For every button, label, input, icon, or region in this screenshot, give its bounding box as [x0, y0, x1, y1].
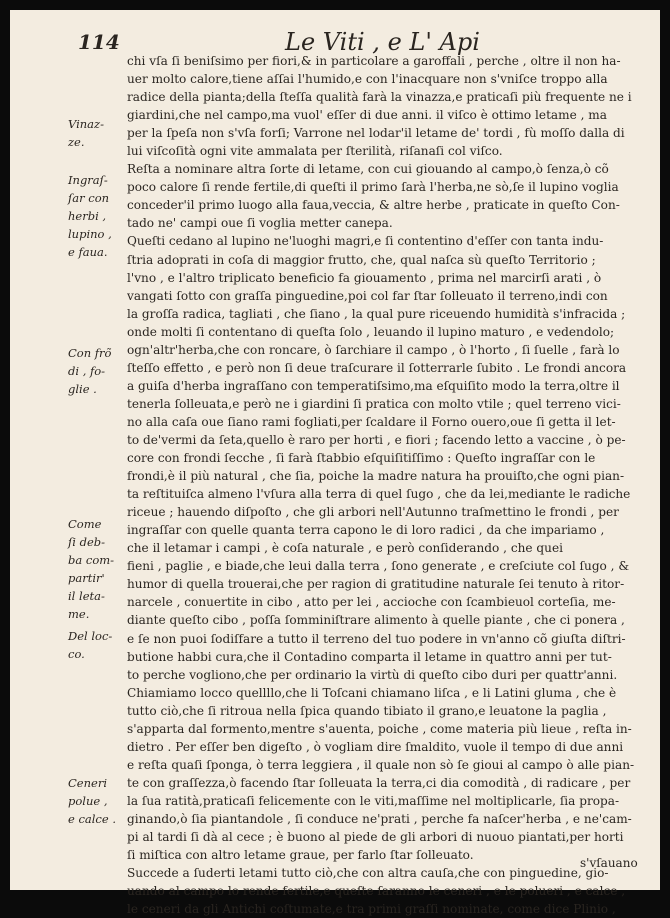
- text-line: humor di quella trouerai,che per ragion di gratitudine naturale ſei tenuto à ritor-: [127, 577, 625, 592]
- text-line: Succede a ſuderti letami tutto ciò,che con altra cauſa,che con pinguedine, gio-: [127, 866, 609, 881]
- text-line: poco calore ſi rende fertile,di queſti il primo ſarà l'herba,ne sò,ſe il lupino voglia: [127, 180, 619, 195]
- text-line: ſteſſo effetto , e però non ſi deue traſcurare il ſotterrarle ſubito . Le frondi ancora: [127, 360, 627, 375]
- text-line: ſi miſtica con altro letame graue, per farlo ſtar ſolleuato.: [127, 848, 474, 863]
- book-page: [10, 10, 660, 917]
- margin-note-line: Ceneri: [68, 776, 107, 790]
- text-line: l'vno , e l'altro triplicato beneficio fa giouamento , prima nel marcirſi arati , ò: [127, 270, 602, 285]
- text-line: giardini,che nel campo,ma vuol' eſſer di due anni. il viſco è ottimo letame , ma: [127, 108, 607, 123]
- text-line: la groſſa radica, tagliati , che ſiano , la qual pure riceuendo humidità s'infracida ;: [127, 306, 626, 321]
- margin-note-line: Come: [68, 517, 102, 531]
- margin-note-line: ſi deb-: [68, 535, 106, 549]
- text-line: lui viſcoſità ogni vite ammalata per ſterilità, riſanaſi col viſco.: [127, 144, 503, 159]
- text-line: no alla caſa oue ſiano rami fogliati,per ſcaldare il Forno ouero,oue ſi getta il let-: [127, 414, 616, 429]
- text-line: vangati ſotto con graſſa pinguedine,poi col far ſtar ſolleuato il terreno,indi con: [127, 288, 608, 303]
- margin-note-line: il leta-: [68, 589, 105, 603]
- text-line: Reſta a nominare altra ſorte di letame, con cui giouando al campo,ò ſenza,ò cõ: [127, 162, 609, 177]
- text-line: core con frondi ſecche , ſi farà ſtabbio eſquiſitiſſimo : Queſto ingraſſar con le: [127, 451, 596, 466]
- catchword: s'vſauano: [580, 856, 638, 870]
- text-line: e ſe non puoi ſodiſfare a tutto il terreno del tuo podere in vn'anno cõ giuſta diſtri-: [127, 631, 626, 646]
- margin-note-line: Vinaz-: [68, 117, 104, 131]
- margin-note-line: e calce .: [68, 812, 116, 826]
- page-number: 114: [78, 30, 120, 54]
- text-line: tutto ciò,che ſi ritroua nella ſpica quando tibiato il grano,e leuatone la paglia ,: [127, 703, 607, 718]
- text-line: ta reſtituiſca almeno l'vſura alla terra di quel ſugo , che da lei,mediante le radiche: [127, 487, 631, 502]
- text-line: uando al campo lo rende fertile,e queſte ſaranno le ceneri , e le polueri , e calce ,: [127, 884, 626, 899]
- margin-note-compartir: [68, 515, 126, 623]
- text-line: to de'vermi da ſeta,quello è raro per horti , e fiori ; facendo letto a vaccine , ò pe-: [127, 432, 626, 447]
- margin-note-line: di , fo-: [68, 364, 106, 378]
- text-line: ingraſſar con quelle quanta terra capono le di loro radici , da che impariamo ,: [127, 523, 605, 538]
- margin-note-frondi: [68, 344, 126, 398]
- margin-note-vinazze: [68, 115, 126, 151]
- text-line: to perche vogliono,che per ordinario la virtù di queſto cibo duri per quattr'anni.: [127, 667, 618, 682]
- text-line: ginando,ò ſia piantandole , ſi conduce ne'prati , perche fa naſcer'herba , e ne'cam-: [127, 811, 632, 826]
- margin-note-ceneri: [68, 774, 126, 828]
- margin-note-line: herbi ,: [68, 209, 107, 223]
- text-line: tado ne' campi oue ſi voglia metter canepa.: [127, 216, 393, 231]
- margin-note-line: co.: [68, 647, 85, 661]
- text-line: riceue ; hauendo diſpoſto , che gli arbori nell'Autunno traſmettino le frondi , per: [127, 505, 619, 520]
- text-line: tenerla ſolleuata,e però ne i giardini ſi pratica con molto vtile ; quel terreno vici-: [127, 396, 621, 411]
- margin-note-line: Ingraſ-: [68, 173, 108, 187]
- margin-note-line: partir': [68, 571, 105, 585]
- text-line: Queſti cedano al lupino ne'luoghi magri,e ſi contentino d'eſſer con tanta indu-: [127, 234, 604, 249]
- text-line: pi al tardi ſi dà al cece ; è buono al piede de gli arbori di nuouo piantati,per horti: [127, 830, 624, 845]
- margin-note-line: lupino ,: [68, 227, 112, 241]
- text-line: conceder'il primo luogo alla faua,veccia, & altre herbe , praticate in queſto Con-: [127, 198, 620, 213]
- text-line: Chiamiamo locco quellllo,che li Toſcani chiamano liſca , e li Latini gluma , che è: [127, 685, 617, 700]
- text-line: frondi,è il più natural , che ſia, poiche la madre natura ha prouiſto,che ogni pian-: [127, 469, 625, 484]
- text-line: le ceneri da gli Antichi coſtumate,e tra primi graſſi nominate, come dice Plinio ,: [127, 902, 616, 917]
- text-line: narcele , conuertite in cibo , atto per lei , accioche con ſcambieuol corteſia, me-: [127, 595, 616, 610]
- text-line: onde molti ſi contentano di queſta ſolo , leuando il lupino maturo , e vedendolo;: [127, 324, 615, 339]
- text-line: s'apparta dal formento,mentre s'auenta, poiche , come materia più lieue , reſta in-: [127, 721, 632, 736]
- margin-note-line: ze.: [68, 135, 85, 149]
- margin-note-locco: [68, 627, 126, 663]
- text-line: dietro . Per eſſer ben digeſto , ò vogliam dire ſmaldito, vuole il tempo di due anni: [127, 739, 624, 754]
- text-line: chi vſa ſi beniſsimo per fiori,& in particolare a garoffali , perche , oltre il non ha-: [127, 54, 621, 68]
- margin-note-line: ſar con: [68, 191, 110, 205]
- margin-note-ingrassar: [68, 171, 126, 261]
- text-line: ogn'altr'herba,che con roncare, ò ſarchiare il campo , ò l'horto , ſi ſuelle , farà lo: [127, 342, 620, 357]
- text-line: butione habbi cura,che il Contadino comparta il letame in quattro anni per tut-: [127, 649, 612, 664]
- text-line: te con graſſezza,ò facendo ſtar ſolleuata la terra,ci dia comodità , di radicare , per: [127, 775, 631, 790]
- margin-note-line: polue ,: [68, 794, 108, 808]
- text-line: per la ſpeſa non s'vſa forſi; Varrone nel lodar'il letame de' tordi , fù moſſo dalla di: [127, 126, 625, 141]
- margin-note-line: ba com-: [68, 553, 115, 567]
- margin-note-line: Con frõ: [68, 346, 112, 360]
- text-line: uer molto calore,tiene aſſai l'humido,e con l'inacquare non s'vniſce troppo alla: [127, 72, 608, 87]
- margin-note-line: Del loc-: [68, 629, 113, 643]
- margin-note-line: glie .: [68, 382, 97, 396]
- margin-note-line: e faua.: [68, 245, 108, 259]
- margin-note-line: me.: [68, 607, 90, 621]
- text-line: che il letamar i campi , è coſa naturale , e però conſiderando , che quei: [127, 541, 563, 556]
- text-line: radice della pianta;della ſteſſa qualità farà la vinazza,e praticaſi più frequente ne i: [127, 90, 632, 105]
- text-line: la ſua ratità,praticaſi felicemente con le viti,maſſime nel moltiplicarle, ſia propa-: [127, 793, 620, 808]
- text-line: diante queſto cibo , poſſa ſomminiſtrare alimento à quelle piante , che ci ponera ,: [127, 613, 625, 628]
- text-line: fieni , paglie , e biade,che leui dalla terra , ſono generate , e creſciute col ſugo , &: [127, 559, 630, 574]
- body-text: [127, 52, 657, 918]
- running-title: Le Viti , e L' Api: [285, 28, 480, 56]
- text-line: e reſta quaſi ſponga, ò terra leggiera , il quale non sò ſe gioui al campo ò alle pian-: [127, 757, 635, 772]
- text-line: a guiſa d'herba ingraſſano con temperatiſsimo,ma eſquiſito modo la terra,oltre il: [127, 378, 620, 393]
- text-line: ſtria adoprati in coſa di maggior frutto, che, qual naſca sù queſto Territorio ;: [127, 252, 596, 267]
